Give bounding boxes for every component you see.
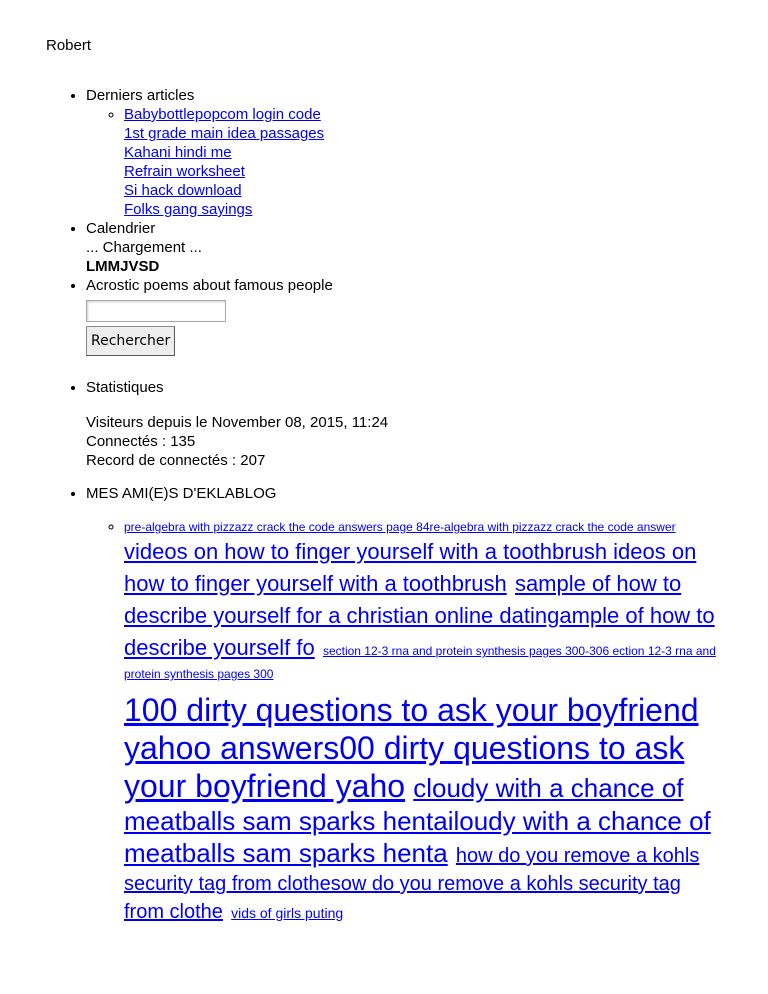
list-item bbox=[124, 143, 768, 162]
search-title: • Acrostic poems about famous people bbox=[86, 277, 333, 294]
calendar-section bbox=[86, 219, 768, 276]
recent-article-link[interactable]: Kahani hindi me bbox=[124, 144, 232, 161]
calendar-days: LMMJVSD bbox=[86, 258, 160, 275]
tag-cloud-link[interactable]: section 12-3 rna and protein synthesis pages 300-306 ection 12-3 rna and protein synthesis pages 300 bbox=[124, 644, 716, 681]
tag-cloud-link[interactable]: pre-algebra with pizzazz crack the code answers page 84re-algebra with pizzazz crack the code answer bbox=[124, 520, 676, 534]
friends-section bbox=[86, 484, 768, 926]
sidebar-sections bbox=[0, 86, 768, 926]
recent-article-link[interactable]: Refrain worksheet bbox=[124, 163, 245, 180]
recent-articles-list bbox=[86, 105, 768, 219]
tag-cloud-link[interactable]: how do you remove a kohls security tag from clothesow do you remove a kohls security tag from clothe bbox=[124, 845, 700, 923]
calendar-title: • Calendrier bbox=[86, 220, 156, 237]
recent-article-link[interactable]: Folks gang sayings bbox=[124, 201, 253, 218]
sidebar bbox=[0, 86, 768, 926]
stats-record: Record de connectés : 207 bbox=[86, 452, 266, 469]
list-item bbox=[124, 124, 768, 143]
recent-article-link[interactable]: Babybottlepopcom login code bbox=[124, 106, 321, 123]
tag-cloud-link[interactable]: videos on how to finger yourself with a toothbrush ideos on how to finger yourself with a toothbrush bbox=[124, 539, 697, 596]
tag-cloud-link[interactable]: cloudy with a chance of meatballs sam sparks hentailoudy with a chance of meatballs sam sparks henta bbox=[124, 773, 711, 868]
list-item bbox=[124, 517, 722, 926]
stats-block bbox=[86, 413, 768, 470]
recent-article-link[interactable]: 1st grade main idea passages bbox=[124, 125, 325, 142]
list-item bbox=[124, 200, 768, 219]
list-item bbox=[124, 181, 768, 200]
list-item bbox=[124, 162, 768, 181]
site-name: Robert bbox=[46, 37, 92, 54]
search-input[interactable] bbox=[86, 300, 226, 322]
stats-section bbox=[86, 378, 768, 470]
tag-cloud-link[interactable]: 100 dirty questions to ask your boyfriend yahoo answers00 dirty questions to ask your boyfriend yaho bbox=[124, 692, 699, 804]
stats-connected: Connectés : 135 bbox=[86, 433, 196, 450]
recent-articles-title: Derniers articles bbox=[86, 87, 195, 104]
tag-cloud-link[interactable]: sample of how to describe yourself for a christian online datingample of how to describe yourself fo bbox=[124, 571, 715, 660]
stats-title: • Statistiques bbox=[86, 379, 164, 396]
calendar-loading: ... Chargement ... bbox=[86, 239, 202, 256]
list-item bbox=[124, 105, 768, 124]
search-section bbox=[86, 276, 768, 356]
search-button[interactable]: Rechercher bbox=[86, 326, 175, 356]
tag-cloud-link[interactable]: vids of girls puting bbox=[231, 905, 344, 921]
tag-cloud bbox=[86, 517, 722, 926]
recent-articles-section bbox=[86, 86, 768, 219]
recent-article-link[interactable]: Si hack download bbox=[124, 182, 242, 199]
stats-visitors: Visiteurs depuis le November 08, 2015, 11:24 bbox=[86, 414, 389, 431]
friends-title: • MES AMI(E)S D'EKLABLOG bbox=[86, 485, 277, 502]
